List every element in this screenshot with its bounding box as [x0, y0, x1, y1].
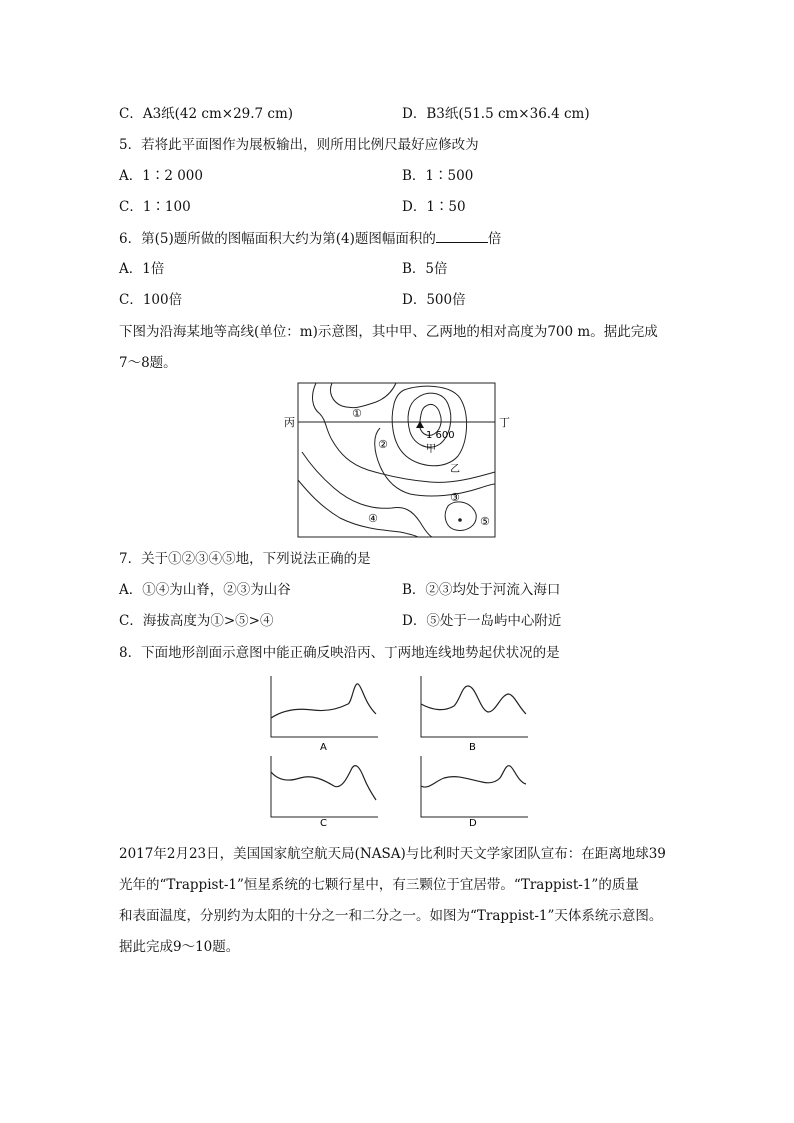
- intro-9-10-line3: 和表面温度，分别约为太阳的十分之一和二分之一。如图为“Trappist-1”天体系统示意图。: [119, 908, 663, 924]
- answer-blank: [436, 228, 488, 243]
- q5-option-a: A．1∶2 000: [119, 168, 203, 184]
- profile-c-curve: [271, 766, 376, 800]
- label-peak-elevation: 1 600: [426, 430, 455, 441]
- profile-a: [268, 674, 380, 754]
- q7-stem: 7．关于①②③④⑤地，下列说法正确的是: [119, 551, 371, 567]
- contour-outer-1: [313, 383, 495, 482]
- label-ding: 丁: [499, 416, 510, 429]
- label-yi: 乙: [450, 464, 460, 475]
- q7-option-d: D．⑤处于一岛屿中心附近: [402, 613, 562, 629]
- q6-option-c: C．100倍: [119, 292, 183, 308]
- q6-option-a: A．1倍: [119, 261, 165, 277]
- label-point-3: ③: [450, 491, 460, 504]
- label-point-4: ④: [368, 512, 378, 525]
- q7-option-a: A．①④为山脊，②③为山谷: [119, 582, 291, 598]
- q5-option-c: C．1∶100: [119, 199, 191, 215]
- q5-option-d: D．1∶50: [402, 199, 466, 215]
- contour-map: [280, 380, 510, 542]
- island-dot: [458, 518, 462, 522]
- profile-d-label: D: [469, 818, 477, 829]
- contour-island: [445, 502, 476, 531]
- label-point-2: ②: [378, 438, 388, 451]
- contour-outer-2: [298, 480, 418, 537]
- profile-c-label: C: [320, 818, 327, 829]
- q5-option-b: B．1∶500: [402, 168, 474, 184]
- intro-9-10-line2: 光年的“Trappist-1”恒星系统的七颗行星中，有三颗位于宜居带。“Trappist-1”的质量: [119, 877, 639, 893]
- profile-b-curve: [421, 686, 526, 714]
- q4-option-c: C．A3纸(42 cm×29.7 cm): [119, 106, 294, 122]
- q6-stem-suffix: 倍: [487, 231, 502, 247]
- profile-a-label: A: [320, 742, 327, 753]
- intro-9-10-line1: 2017年2月23日，美国国家航空航天局(NASA)与比利时天文学家团队宣布：在距离地球39: [119, 846, 666, 862]
- intro-9-10-line4: 据此完成9～10题。: [119, 939, 240, 955]
- profile-d-curve: [421, 766, 526, 787]
- label-jia: 甲: [426, 444, 436, 455]
- map-frame: [298, 383, 495, 537]
- q5-stem: 5．若将此平面图作为展板输出，则所用比例尺最好应修改为: [119, 137, 479, 153]
- label-point-5: ⑤: [480, 515, 490, 528]
- profile-c: [268, 754, 380, 834]
- contour-ridge-1: [330, 383, 396, 408]
- intro-7-8-line1: 下图为沿海某地等高线(单位：m)示意图，其中甲、乙两地的相对高度为700 m。据此完成: [119, 324, 658, 340]
- q6-option-d: D．500倍: [402, 292, 466, 308]
- profile-b-label: B: [469, 742, 476, 753]
- intro-7-8-line2: 7～8题。: [119, 355, 177, 371]
- q8-stem: 8．下面地形剖面示意图中能正确反映沿丙、丁两地连线地势起伏状况的是: [119, 645, 560, 661]
- profile-b-axes: [421, 676, 528, 737]
- q6-stem: [119, 228, 501, 249]
- profile-d-axes: [421, 756, 528, 817]
- profile-c-axes: [271, 756, 378, 817]
- q7-option-c: C．海拔高度为①>⑤>④: [119, 613, 274, 629]
- label-point-1: ①: [352, 407, 362, 420]
- q7-option-b: B．②③均处于河流入海口: [402, 582, 561, 598]
- profile-d: [418, 754, 530, 834]
- profile-b: [418, 674, 530, 754]
- q6-stem-text: 6．第(5)题所做的图幅面积大约为第(4)题图幅面积的: [119, 231, 436, 247]
- profile-a-axes: [271, 676, 378, 737]
- q6-option-b: B．5倍: [402, 261, 448, 277]
- q4-option-d: D．B3纸(51.5 cm×36.4 cm): [402, 106, 590, 122]
- label-bing: 丙: [284, 416, 295, 429]
- profile-a-curve: [271, 684, 376, 718]
